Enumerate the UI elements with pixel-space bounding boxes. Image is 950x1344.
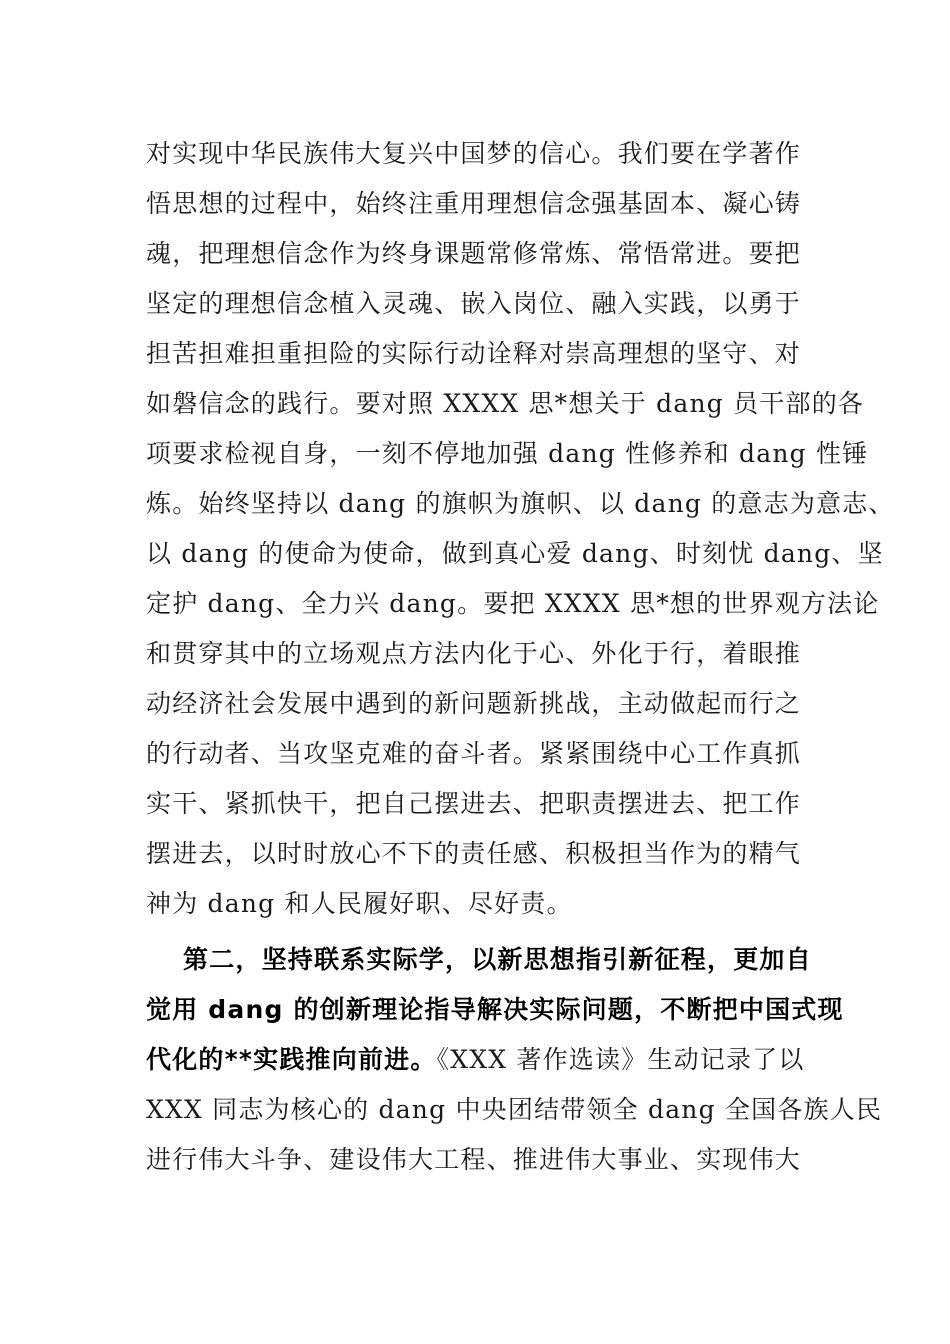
- paragraph-1-line-10: 定护 dang、全力兴 dang。要把 XXXX 思*想的世界观方法论: [146, 589, 880, 618]
- paragraph-2-heading-line-1: 第二，坚持联系实际学，以新思想指引新征程，更加自: [183, 945, 812, 974]
- paragraph-1-line-7: 项要求检视自身，一刻不停地加强 dang 性修养和 dang 性锤: [146, 439, 869, 468]
- paragraph-1-line-6: 如磐信念的践行。要对照 XXXX 思*想关于 dang 员干部的各: [146, 389, 865, 418]
- paragraph-1-line-1: 对实现中华民族伟大复兴中国梦的信心。我们要在学著作: [146, 139, 802, 168]
- paragraph-1-line-13: 的行动者、当攻坚克难的奋斗者。紧紧围绕中心工作真抓: [146, 739, 802, 768]
- paragraph-1-line-4: 坚定的理想信念植入灵魂、嵌入岗位、融入实践，以勇于: [146, 289, 802, 318]
- paragraph-1-line-16: 神为 dang 和人民履好职、尽好责。: [146, 889, 573, 918]
- paragraph-1-line-9: 以 dang 的使命为使命，做到真心爱 dang、时刻忧 dang、坚: [146, 539, 884, 568]
- paragraph-2-heading-line-3: 代化的**实践推向前进。: [146, 1045, 437, 1074]
- paragraph-2-line-5: 进行伟大斗争、建设伟大工程、推进伟大事业、实现伟大: [146, 1145, 802, 1174]
- paragraph-2-line-3: [146, 1045, 805, 1075]
- paragraph-2-line-4: XXX 同志为核心的 dang 中央团结带领全 dang 全国各族人民: [146, 1095, 883, 1124]
- paragraph-1-line-11: 和贯穿其中的立场观点方法内化于心、外化于行，着眼推: [146, 639, 802, 668]
- paragraph-1-line-14: 实干、紧抓快干，把自己摆进去、把职责摆进去、把工作: [146, 789, 802, 818]
- paragraph-2-heading-line-2: 觉用 dang 的创新理论指导解决实际问题，不断把中国式现: [146, 995, 844, 1024]
- paragraph-1-line-15: 摆进去，以时时放心不下的责任感、积极担当作为的精气: [146, 839, 802, 868]
- paragraph-1-line-3: 魂，把理想信念作为终身课题常修常炼、常悟常进。要把: [146, 239, 802, 268]
- paragraph-1-line-2: 悟思想的过程中，始终注重用理想信念强基固本、凝心铸: [146, 189, 802, 218]
- paragraph-1-line-5: 担苦担难担重担险的实际行动诠释对崇高理想的坚守、对: [146, 339, 802, 368]
- paragraph-2-body-line-3: 《XXX 著作选读》生动记录了以: [436, 1045, 805, 1074]
- paragraph-1-line-12: 动经济社会发展中遇到的新问题新挑战，主动做起而行之: [146, 689, 802, 718]
- paragraph-1-line-8: 炼。始终坚持以 dang 的旗帜为旗帜、以 dang 的意志为意志、: [146, 489, 895, 518]
